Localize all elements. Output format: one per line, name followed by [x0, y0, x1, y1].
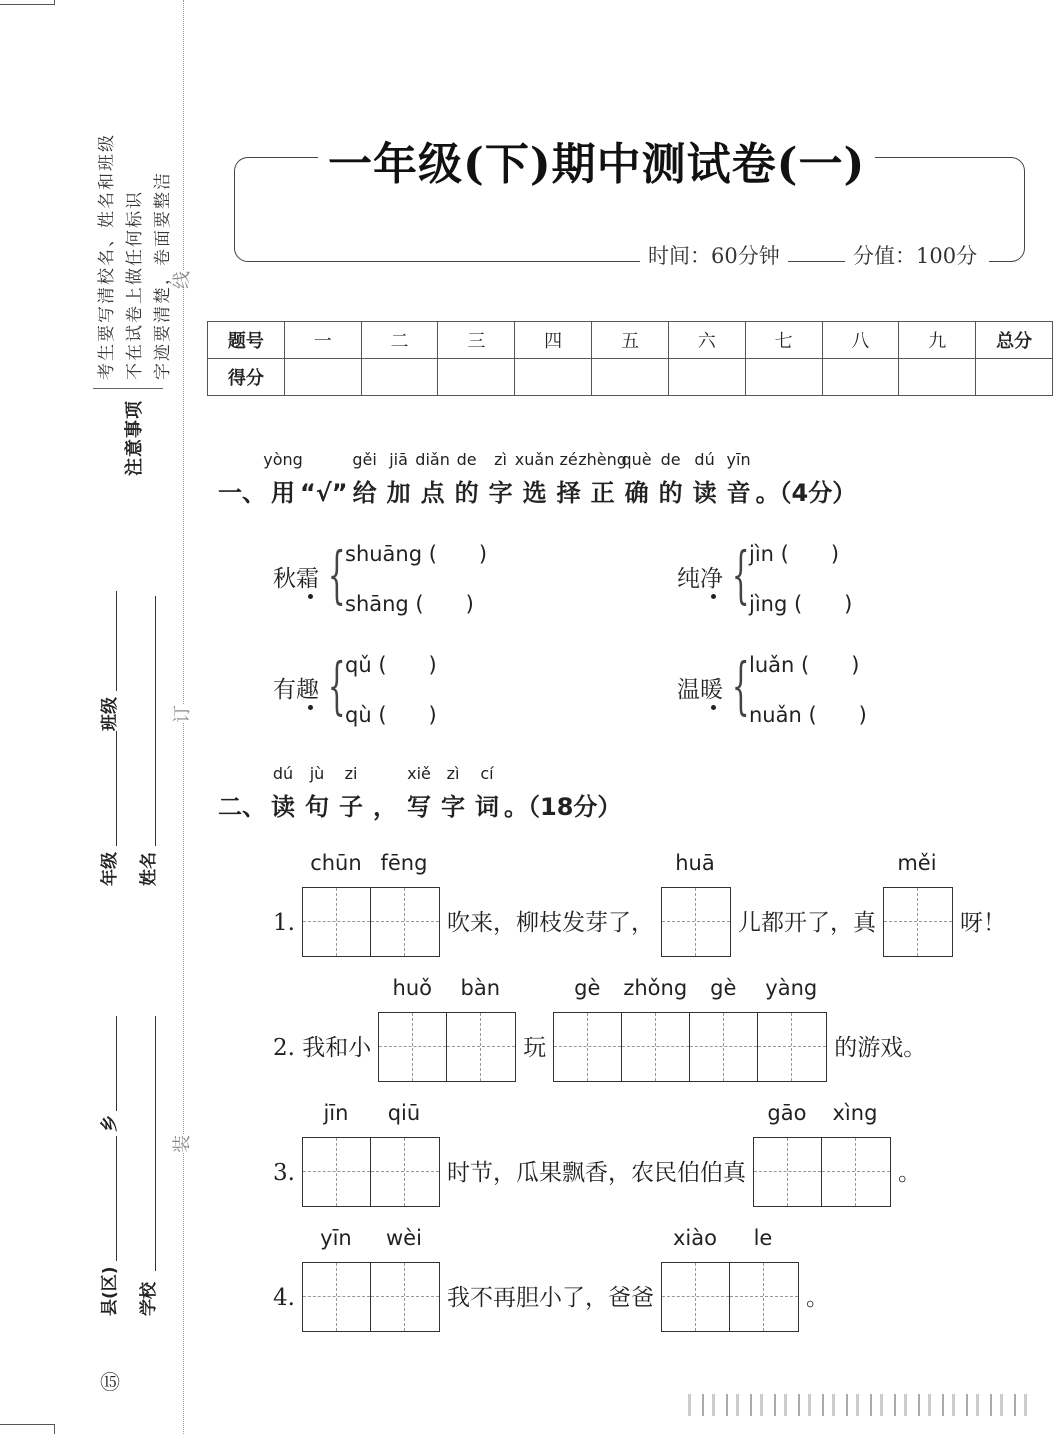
heading-char: 二、 — [218, 793, 266, 821]
heading-unit — [382, 450, 416, 510]
option[interactable]: luǎn ( ) — [749, 653, 860, 677]
sentence-text: 。 — [897, 1160, 921, 1186]
sentence-text: 1. — [273, 910, 295, 936]
info-row-a — [98, 591, 120, 1316]
exam-time: 时间：60分钟 — [640, 240, 788, 270]
heading-char: 给 — [352, 479, 377, 507]
pinyin-label: gěi — [352, 450, 377, 469]
sentence-row-4 — [273, 1226, 829, 1332]
heading-unit — [578, 450, 627, 510]
heading-char: 写 — [407, 793, 431, 821]
heading-char: 正 — [590, 479, 615, 507]
writing-cell[interactable] — [690, 1013, 758, 1081]
writing-cell[interactable] — [371, 1263, 439, 1331]
pinyin-row — [661, 851, 731, 887]
pinyin-label: jiā — [389, 450, 408, 469]
sentence-text: 玩 — [523, 1035, 547, 1061]
brace: { — [327, 538, 346, 611]
township-field[interactable] — [116, 1016, 117, 1111]
writing-cell[interactable] — [622, 1013, 690, 1081]
brace: { — [731, 649, 750, 722]
pinyin-label: xuǎn — [514, 450, 555, 469]
choice-item — [273, 647, 573, 737]
heading-char: 词 — [475, 793, 499, 821]
heading-char: 择 — [556, 479, 581, 507]
writing-cell[interactable] — [662, 1263, 730, 1331]
heading-char: 读 — [692, 479, 717, 507]
writing-cell[interactable] — [371, 1138, 439, 1206]
option[interactable]: shāng ( ) — [345, 592, 474, 616]
heading-unit — [334, 764, 368, 824]
heading-char: 字 — [441, 793, 465, 821]
writing-box-group — [302, 1101, 440, 1207]
township-label: 乡 — [100, 1115, 120, 1132]
pinyin-label: bàn — [460, 976, 501, 1000]
writing-box-group — [661, 851, 731, 957]
info-row-b — [137, 596, 159, 1316]
table-header-cell: 四 — [515, 322, 592, 359]
notes-divider — [93, 388, 163, 389]
option[interactable]: jìng ( ) — [749, 592, 853, 616]
heading-char: 字 — [488, 479, 513, 507]
pinyin-row — [302, 1226, 440, 1262]
note-2: 不在试卷上做任何标识 — [125, 190, 145, 380]
sentence-text: 我不再胆小了，爸爸 — [446, 1285, 654, 1311]
heading-char: 音 — [726, 479, 751, 507]
name-label: 姓名 — [139, 852, 159, 886]
pinyin-label: dú — [694, 450, 715, 469]
heading-unit — [504, 764, 621, 824]
heading-char: 的 — [658, 479, 683, 507]
grade-label: 年级 — [100, 852, 120, 886]
pinyin-label: chūn — [310, 851, 362, 875]
heading-unit — [300, 450, 348, 510]
pinyin-label: gāo — [767, 1101, 807, 1125]
heading-unit — [368, 764, 402, 824]
pinyin-row — [661, 1226, 799, 1262]
table-header-cell: 八 — [822, 322, 899, 359]
pinyin-row — [302, 851, 440, 887]
pinyin-row — [378, 976, 516, 1012]
option[interactable]: qù ( ) — [345, 703, 437, 727]
tianzige-grid — [302, 1137, 440, 1207]
table-header-cell: 三 — [438, 322, 515, 359]
score-cell[interactable] — [745, 359, 822, 396]
tianzige-grid — [302, 887, 440, 957]
pinyin-label: gè — [710, 976, 737, 1000]
heading-unit — [348, 450, 382, 510]
pinyin-label: xiě — [407, 764, 431, 783]
watermark — [680, 1394, 1030, 1416]
score-cell[interactable] — [438, 359, 515, 396]
writing-cell[interactable] — [730, 1263, 798, 1331]
pinyin-label: yòng — [263, 450, 303, 469]
pinyin-label: yīn — [320, 1226, 352, 1250]
sentence-text: 4. — [273, 1285, 295, 1311]
school-field[interactable] — [155, 1016, 156, 1271]
writing-box-group — [661, 1226, 799, 1332]
heading-char: 选 — [522, 479, 547, 507]
exam-score: 分值：100分 — [845, 240, 989, 270]
heading-char: 的 — [454, 479, 479, 507]
score-cell[interactable] — [822, 359, 899, 396]
pinyin-label: wèi — [385, 1226, 422, 1250]
writing-cell[interactable] — [554, 1013, 622, 1081]
tianzige-grid — [883, 887, 953, 957]
writing-box-group — [302, 1226, 440, 1332]
tianzige-grid — [661, 887, 731, 957]
writing-cell[interactable] — [662, 888, 730, 956]
binding-mark-xian: 线 — [172, 271, 193, 289]
class-label: 班级 — [100, 697, 120, 731]
table-row — [208, 322, 1053, 359]
section1-heading — [218, 450, 856, 510]
emphasis-dot — [711, 594, 716, 599]
table-cell: 得分 — [208, 359, 285, 396]
table-header-cell: 九 — [899, 322, 976, 359]
score-cell[interactable] — [361, 359, 438, 396]
choice-item — [273, 536, 573, 626]
pinyin-label: xìng — [832, 1101, 878, 1125]
school-label: 学校 — [139, 1282, 159, 1316]
writing-box-group — [553, 976, 827, 1082]
writing-cell[interactable] — [379, 1013, 447, 1081]
sentence-text: 。 — [805, 1285, 829, 1311]
table-header-cell: 总分 — [976, 322, 1053, 359]
heading-unit — [218, 764, 266, 824]
writing-cell[interactable] — [758, 1013, 826, 1081]
writing-cell[interactable] — [371, 888, 439, 956]
heading-char: 。（18分） — [504, 793, 622, 821]
corner-mark-top — [0, 0, 55, 5]
pinyin-label: zì — [494, 450, 507, 469]
sentence-text: 2. 我和小 — [273, 1035, 372, 1061]
choice-word: 温暖 — [677, 677, 723, 703]
heading-char: 子 — [339, 793, 363, 821]
pinyin-label: jīn — [323, 1101, 349, 1125]
binding-mark-zhuang: 装 — [172, 1135, 193, 1153]
pinyin-label: yàng — [765, 976, 818, 1000]
page-number: ⑮ — [100, 1370, 120, 1394]
table-header-cell: 五 — [592, 322, 669, 359]
score-cell[interactable] — [668, 359, 745, 396]
pinyin-label: de — [456, 450, 477, 469]
option[interactable]: qǔ ( ) — [345, 653, 437, 677]
sentence-text: 时节，瓜果飘香，农民伯伯真 — [446, 1160, 746, 1186]
heading-unit — [416, 450, 450, 510]
brace: { — [327, 649, 346, 722]
emphasis-dot — [308, 705, 313, 710]
writing-cell[interactable] — [303, 888, 371, 956]
score-cell[interactable] — [976, 359, 1053, 396]
county-field[interactable] — [116, 1136, 117, 1261]
name-field[interactable] — [155, 596, 156, 846]
sentence-text: 儿都开了，真 — [737, 910, 876, 936]
table-header-cell: 题号 — [208, 322, 285, 359]
pinyin-label: zhèng — [578, 450, 627, 469]
pinyin-label: zhǒng — [623, 976, 688, 1000]
pinyin-label: zé — [559, 450, 578, 469]
heading-unit — [688, 450, 722, 510]
pinyin-label: diǎn — [415, 450, 450, 469]
table-header-cell: 一 — [284, 322, 361, 359]
pinyin-label: dú — [272, 764, 294, 783]
sentence-text: 吹来，柳枝发芽了， — [446, 910, 654, 936]
page-title: 一年级(下)期中测试卷(一) — [318, 128, 875, 192]
heading-unit — [620, 450, 654, 510]
emphasis-dot — [711, 705, 716, 710]
heading-unit — [756, 450, 857, 510]
pinyin-label: què — [621, 450, 652, 469]
pinyin-label: jù — [309, 764, 325, 783]
score-cell[interactable] — [284, 359, 361, 396]
heading-unit — [436, 764, 470, 824]
county-label: 县(区) — [100, 1266, 120, 1316]
heading-char: 加 — [386, 479, 411, 507]
heading-char: 点 — [420, 479, 445, 507]
heading-char: 。（4分） — [755, 479, 857, 507]
heading-unit — [470, 764, 504, 824]
note-3: 字迹要清楚，卷面要整洁 — [153, 171, 173, 380]
writing-box-group — [378, 976, 516, 1082]
corner-mark-bottom — [0, 1424, 55, 1434]
writing-cell[interactable] — [303, 1138, 371, 1206]
writing-cell[interactable] — [822, 1138, 890, 1206]
table-header-cell: 七 — [745, 322, 822, 359]
heading-unit — [300, 764, 334, 824]
tianzige-grid — [553, 1012, 827, 1082]
sentence-text: 的游戏。 — [834, 1035, 927, 1061]
heading-char: ， — [373, 793, 397, 821]
sentence-text: 3. — [273, 1160, 295, 1186]
sentence-row-3 — [273, 1101, 921, 1207]
writing-box-group — [302, 851, 440, 957]
choice-word: 秋霜 — [273, 566, 319, 592]
section2-heading — [218, 764, 621, 824]
tianzige-grid — [302, 1262, 440, 1332]
pinyin-label: xiào — [672, 1226, 717, 1250]
score-cell[interactable] — [515, 359, 592, 396]
pinyin-label: cí — [480, 764, 494, 783]
heading-unit — [484, 450, 518, 510]
writing-cell[interactable] — [754, 1138, 822, 1206]
writing-cell[interactable] — [303, 1263, 371, 1331]
emphasis-dot — [308, 594, 313, 599]
binding-mark-ding: 订 — [172, 705, 193, 723]
writing-cell[interactable] — [447, 1013, 515, 1081]
heading-char: 读 — [271, 793, 295, 821]
heading-unit — [514, 450, 555, 510]
option[interactable]: shuāng ( ) — [345, 542, 488, 566]
pinyin-row — [302, 1101, 440, 1137]
heading-unit — [402, 764, 436, 824]
pinyin-label: gè — [574, 976, 601, 1000]
pinyin-label: huǒ — [392, 976, 432, 1000]
heading-char: “√” — [300, 479, 348, 507]
writing-cell[interactable] — [884, 888, 952, 956]
heading-unit — [722, 450, 756, 510]
pinyin-label: zì — [446, 764, 460, 783]
writing-box-group — [883, 851, 953, 957]
writing-box-group — [753, 1101, 891, 1207]
heading-char: 确 — [624, 479, 649, 507]
heading-unit — [266, 764, 300, 824]
table-row — [208, 359, 1053, 396]
heading-char: 一、 — [218, 479, 266, 507]
pinyin-label: qiū — [387, 1101, 421, 1125]
pinyin-row — [753, 1101, 891, 1137]
heading-unit — [450, 450, 484, 510]
pinyin-label: huā — [675, 851, 715, 875]
tianzige-grid — [378, 1012, 516, 1082]
pinyin-label: de — [660, 450, 681, 469]
choice-item — [677, 536, 977, 626]
score-cell[interactable] — [592, 359, 669, 396]
pinyin-row — [883, 851, 953, 887]
pinyin-label: měi — [897, 851, 937, 875]
option[interactable]: jìn ( ) — [749, 542, 840, 566]
option[interactable]: nuǎn ( ) — [749, 703, 867, 727]
pinyin-label: zi — [344, 764, 358, 783]
notes-title: 注意事项 — [124, 400, 145, 476]
tianzige-grid — [661, 1262, 799, 1332]
sentence-row-2 — [273, 976, 926, 1082]
pinyin-label: le — [753, 1226, 773, 1250]
note-1: 考生要写清校名、姓名和班级 — [97, 133, 117, 380]
heading-unit — [218, 450, 266, 510]
score-table — [207, 321, 1053, 396]
pinyin-label: fēng — [380, 851, 428, 875]
choice-item — [677, 647, 977, 737]
choice-word: 纯净 — [677, 566, 723, 592]
heading-unit — [263, 450, 303, 510]
sentence-row-1 — [273, 851, 1006, 957]
heading-char: 句 — [305, 793, 329, 821]
table-header-cell: 二 — [361, 322, 438, 359]
heading-char: 用 — [271, 479, 295, 507]
sentence-text: 呀！ — [959, 910, 1006, 936]
heading-unit — [654, 450, 688, 510]
score-cell[interactable] — [899, 359, 976, 396]
class-field[interactable] — [116, 591, 117, 691]
grade-field[interactable] — [116, 731, 117, 846]
table-header-cell: 六 — [668, 322, 745, 359]
tianzige-grid — [753, 1137, 891, 1207]
choice-word: 有趣 — [273, 677, 319, 703]
pinyin-label: yīn — [726, 450, 751, 469]
pinyin-row — [553, 976, 827, 1012]
brace: { — [731, 538, 750, 611]
